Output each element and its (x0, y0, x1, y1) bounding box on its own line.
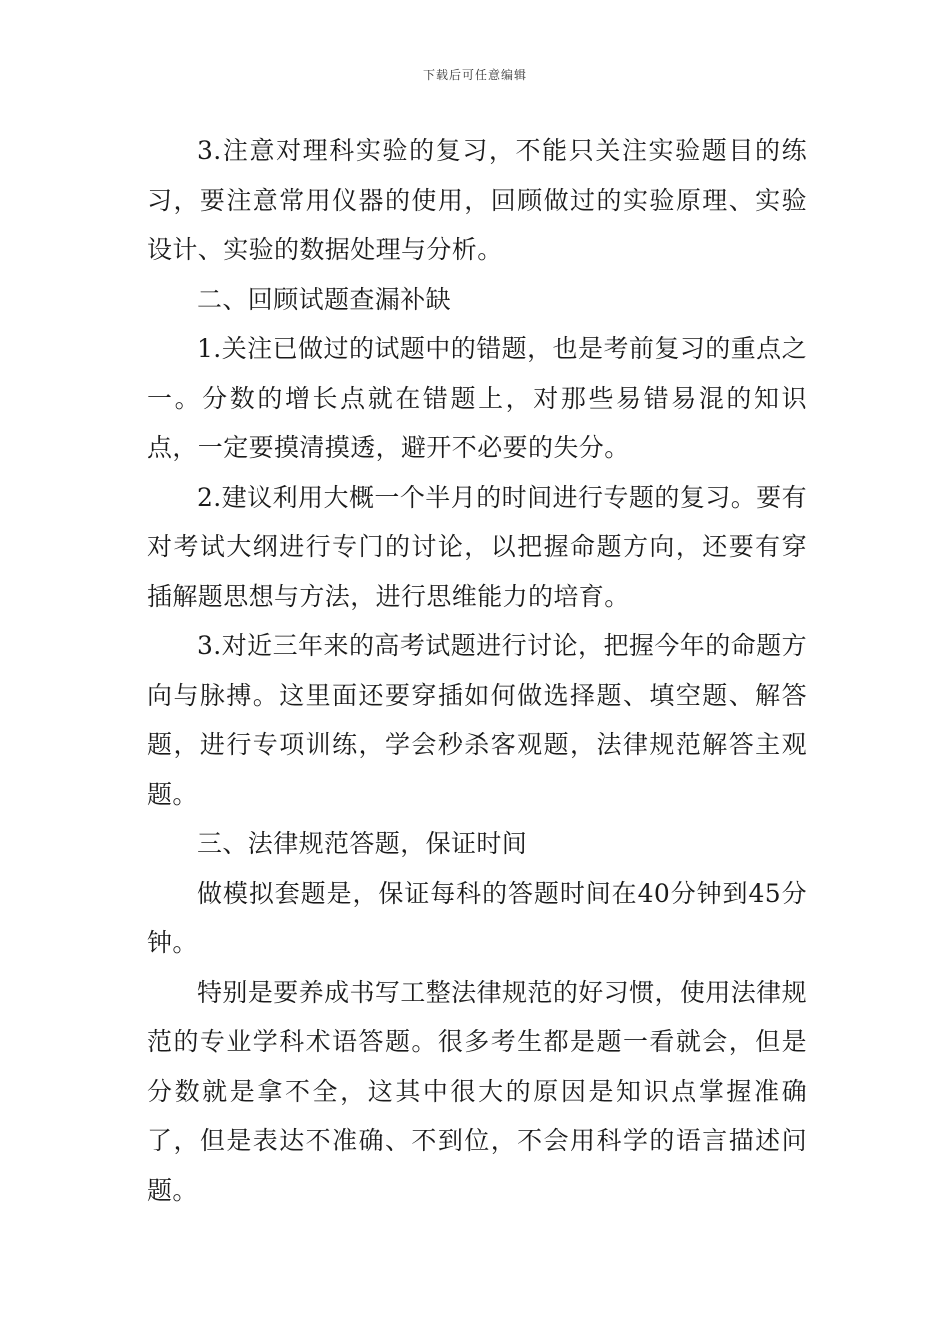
paragraph-writing-habits: 特别是要养成书写工整法律规范的好习惯，使用法律规范的专业学科术语答题。很多考生都是题一看就会，但是分数就是拿不全，这其中很大的原因是知识点掌握准确了，但是表达不准确、不到位，不会用科学的语言描述问题。 (147, 977, 807, 1205)
header-note: 下载后可任意编辑 (422, 68, 527, 82)
document-body (147, 126, 807, 1215)
paragraph-wrong-answers: 1.关注已做过的试题中的错题，也是考前复习的重点之一。分数的增长点就在错题上，对那些易错易混的知识点，一定要摸清摸透，避开不必要的失分。 (147, 334, 807, 462)
paragraph-past-exams: 3.对近三年来的高考试题进行讨论，把握今年的命题方向与脉搏。这里面还要穿插如何做选择题、填空题、解答题，进行专项训练，学会秒杀客观题，法律规范解答主观题。 (147, 631, 807, 809)
paragraph-topic-review: 2.建议利用大概一个半月的时间进行专题的复习。要有对考试大纲进行专门的讨论，以把握命题方向，还要有穿插解题思想与方法，进行思维能力的培育。 (147, 482, 807, 611)
paragraph-lab-review: 3.注意对理科实验的复习，不能只关注实验题目的练习，要注意常用仪器的使用，回顾做过的实验原理、实验设计、实验的数据处理与分析。 (147, 136, 807, 264)
section-heading-answer-time: 三、法律规范答题，保证时间 (197, 829, 528, 858)
section-heading-review-questions: 二、回顾试题查漏补缺 (197, 284, 452, 314)
paragraph-time-limit: 做模拟套题是，保证每科的答题时间在40分钟到45分钟。 (147, 878, 807, 957)
